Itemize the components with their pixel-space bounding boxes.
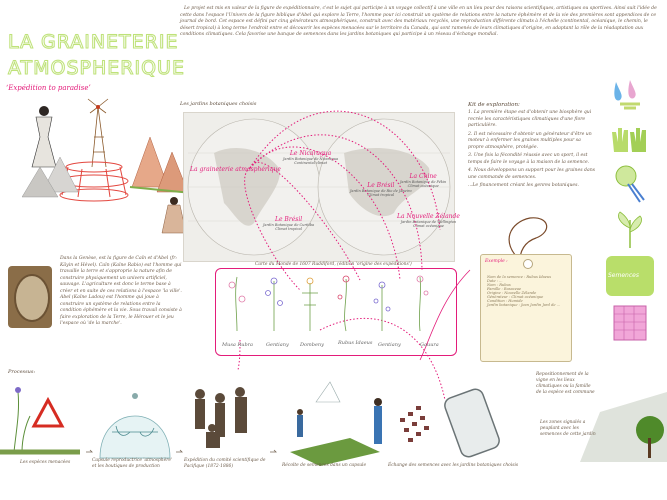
map-caption: Carte du Monde de 1607 Ruddiford, (édition 'origine des expéditions') [255, 262, 412, 267]
side-icons [606, 78, 654, 342]
plant-name-1: Musa Rubra [222, 342, 254, 348]
map-label-sub: Jardin Botanique de Rio de Janeiro [350, 189, 412, 193]
caption-expedition: Expédition du comité scientifique de Pacifique (1872-1886) [184, 458, 266, 469]
map-label-name: Le Nicaragua [289, 150, 332, 157]
step-1: 1. La première étape est d'obtenir une biosphère qui recrée les caractéristiques climatiques d'une flore particulière. [468, 110, 592, 128]
title-line-2: ATMOSPHERIQUE [8, 57, 185, 79]
caption-harvest: Récolte de semences dans un capsule [282, 463, 367, 468]
step-3: 3. Une fois la fécondité réussie avec un sport, il est temps de faire le voyage à la maison de la semence. [468, 153, 590, 165]
map-label-climate: Climat tropical [367, 193, 395, 197]
title-line-1: LA GRAINETERIE [8, 31, 179, 53]
plant-name-4: Rubus Idaeus [338, 340, 373, 346]
map-main-label: La graineterie atmosphérique [190, 166, 281, 173]
map-label-name: La Chine [409, 173, 437, 180]
step-4: 4. Nous développons un support pour les graines dans une commande de semences. [468, 168, 596, 180]
map-heading: Les jardins botaniques choisis [180, 101, 257, 107]
map-label-sub: Jardin Botanique de Wellington [400, 220, 457, 224]
notebook-icon [606, 302, 654, 342]
intro-paragraph: Le projet est mis en valeur de la figure de expéditionnaire, c'est le sujet qui participe à un voyage collectif à une ville en un lieu pour des raisons scientifiques, artistiques ou sportives. Ainsi suit l'idée de cette dans l'espace l'Univers de la figure biblique d'Abel qui explore la Terre, l'homme pour ici construit un système de relations entre la nature éphémère et de la vie des premières sont appendices de ce journal de bord. Cet espace est défini par cinq générateurs atmosphériques, construit avec des matériaux recyclés, une reproduction différente climats à l'échelle (continental, océanique, le chemin, le désert tropical) à long terme l'endroit entre et découvrir les espèces menacées sur le territoire du Canada, qui sont ramenés de leurs climatiques d'origine, en adaptant la rôle de la réadaptation aux conditions climatiques. Cela favorise une banque de semences dans les jardins botaniques qui participe à un réseau d'échange mondial. [180, 6, 657, 37]
subtitle: ‘Expédition to paradise’ [6, 84, 91, 92]
tag-line: Nom de la semence : Rubus Idaeus [487, 275, 552, 279]
step-5: ...Le financement créant les genres botaniques. [468, 183, 579, 188]
plant-name-2: Gentiany [266, 342, 289, 348]
tag-line: Date : ... [487, 279, 503, 283]
step-2: 2. Il est nécessaire d'obtenir un générateur d'être un moteur à enfermer les graines multiples pour sa propre atmosphère, protégée. [468, 131, 592, 150]
tag-line: Condition : Humide [487, 299, 523, 303]
seeds-box-icon [606, 256, 654, 296]
process-label: Processus: [8, 369, 36, 375]
caption-capsule: Capsule reproductrice 'atmosphère' et les boutiques de production [92, 458, 173, 469]
steps-heading: Kit de exploration: [468, 102, 520, 108]
plant-drawings [222, 273, 450, 333]
sprout-icon [606, 210, 654, 250]
gloves-icon [606, 122, 654, 158]
map-label-sub: Jardin Botanique de Pékin [400, 180, 447, 184]
map-label-climate: Climat océanique [407, 184, 439, 188]
plant-name-3: Dombeny [300, 342, 324, 348]
tag-hole [523, 259, 533, 269]
tweezers-icon [606, 164, 654, 204]
water-icon [606, 78, 654, 116]
seed-tag [480, 254, 572, 362]
map-label-sub: Jardin Botanique de Curitiba [263, 223, 315, 227]
map-label-name: Le Brésil [274, 216, 303, 223]
caption-exchange: Échange des semences avec les jardins botaniques choisis [388, 463, 519, 468]
map-label-climate: Climat tropical [275, 227, 302, 231]
tag-header: Exemple : [485, 259, 508, 264]
tag-line: Générateur : Climat océanique [487, 295, 544, 299]
caption-repot: Repositionnement de la vigne en les lieux climatiques ou la famille de la espèce est commune [536, 372, 595, 395]
map-label-name: La Nouvelle Zélande [397, 213, 460, 220]
tag-line: Jardin botanique : Jean Jardin Jard de ... [487, 303, 561, 307]
plant-name-6: Gauura [420, 342, 439, 348]
caption-endangered: Les espèces menacées [20, 460, 71, 465]
seeds-box-label: Semences [608, 272, 639, 279]
tag-line: Famille : Rosaceae [487, 287, 522, 291]
map-label-sub: Jardin Botanique de Nicaragua [283, 157, 339, 161]
caption-graft: Les zones signalés a peuplant avec les semences de cette jardin [540, 420, 596, 437]
map-label-climate: Climat océanique [412, 224, 444, 228]
tag-lines [487, 275, 567, 307]
plant-illustrations [222, 273, 450, 333]
tag-line: Nom : Rubus [487, 283, 511, 287]
map-label-climate: Continental climat [294, 161, 327, 165]
plant-name-5: Gentiany [378, 342, 401, 348]
tag-line: Origine : Nouvelle Zélande [487, 291, 537, 295]
map-label-name: Le Brésil [367, 182, 395, 189]
genesis-text: Dans la Genèse, est la figure de Caïn et d'Abel (fr: Kâyin et Hével). Caïn (Kaïne Rabio) est l'homme qui travaille la terre et s'approprie la nature afin de construire physiquement un univers artificiel, sauvage. L'agriculture est donc le terme base à créer et en suite de ces relations à l'espace 'la ville'. Abel (Kaïne Ladou) est l'homme qui joue à construire un système de relations entre la condition éphémère et la vie. Sous travail consiste à faire exploration de la Terre, le Hérouer et le jeu l'espace où 'de la marche'. [60, 256, 182, 326]
exploration-steps [468, 102, 598, 190]
